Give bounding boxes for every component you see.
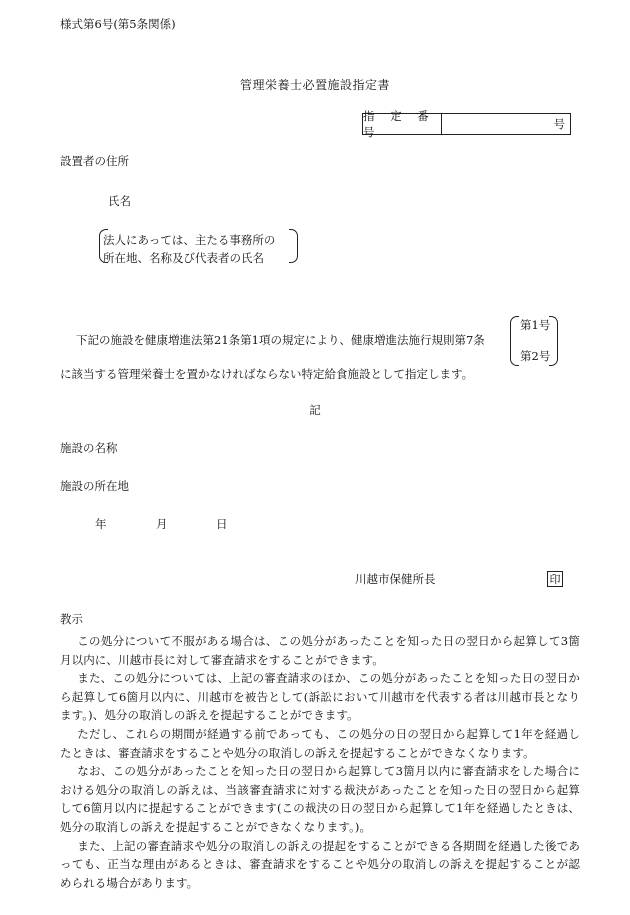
notice-paragraph: なお、この処分があったことを知った日の翌日から起算して3箇月以内に審査請求をした場合における処分の取消しの訴えは、当該審査請求に対する裁決があったことを知った日の翌日から起算して6箇月以内に提起することができます(この裁決の日の翌日から起算して1年を経過したときは、処分の取消しの訴えを提起することができなくなります。)。 — [60, 764, 580, 834]
ki-heading: 記 — [309, 403, 321, 417]
notice-paragraph: ただし、これらの期間が経過する前であっても、この処分の日の翌日から起算して1年を経過したときは、審査請求をすることや処分の取消しの訴えを提起することができなくなります。 — [60, 726, 580, 760]
designation-number-label: 指 定 番 号 — [363, 114, 442, 134]
body-text-line-1: 下記の施設を健康増進法第21条第1項の規定により、健康増進法施行規則第7条 — [76, 333, 485, 347]
facility-name-label: 施設の名称 — [60, 441, 118, 455]
issuer-title: 川越市保健所長 — [355, 572, 436, 586]
form-number: 様式第6号(第5条関係) — [60, 17, 176, 31]
article-option-2: 第2号 — [520, 349, 551, 363]
date-day: 日 — [216, 517, 228, 531]
notice-paragraph: この処分について不服がある場合は、この処分があったことを知った日の翌日から起算して3箇月以内に、川越市長に対して審査請求をすることができます。 — [60, 634, 580, 667]
facility-location-label: 施設の所在地 — [60, 479, 129, 493]
right-bracket — [289, 229, 298, 263]
corporate-note-line-1: 法人にあっては、主たる事務所の — [103, 233, 276, 247]
notice-paragraph: また、この処分については、上記の審査請求のほか、この処分があったことを知った日の翌日から起算して6箇月以内に、川越市を被告として(訴訟において川越市を代表する者は川越市長となります。)、処分の取消しの訴えを提起することができます。 — [60, 671, 580, 723]
notice-paragraph: また、上記の審査請求や処分の取消しの訴えの提起をすることができる各期間を経過した後であっても、正当な理由があるときは、審査請求をすることや処分の取消しの訴えを提起することが認められる場合があります。 — [60, 838, 580, 890]
installer-name-label: 氏名 — [108, 194, 131, 208]
article-right-bracket — [549, 316, 558, 366]
date-year: 年 — [95, 517, 107, 531]
installer-address-label: 設置者の住所 — [60, 154, 129, 168]
article-left-bracket — [510, 316, 519, 366]
seal-mark: 印 — [547, 571, 563, 587]
corporate-note-line-2: 所在地、名称及び代表者の氏名 — [103, 251, 264, 265]
notice-body — [60, 632, 580, 892]
article-option-1: 第1号 — [520, 318, 551, 332]
document-title: 管理栄養士必置施設指定書 — [239, 78, 390, 92]
date-month: 月 — [156, 517, 168, 531]
corporate-note — [103, 231, 293, 267]
designation-number-suffix: 号 — [553, 117, 565, 131]
body-text-line-2: に該当する管理栄養士を置かなければならない特定給食施設として指定します。 — [60, 367, 474, 381]
designation-number-box — [362, 109, 571, 139]
designation-number-field — [442, 114, 570, 134]
notice-heading: 教示 — [60, 612, 83, 626]
